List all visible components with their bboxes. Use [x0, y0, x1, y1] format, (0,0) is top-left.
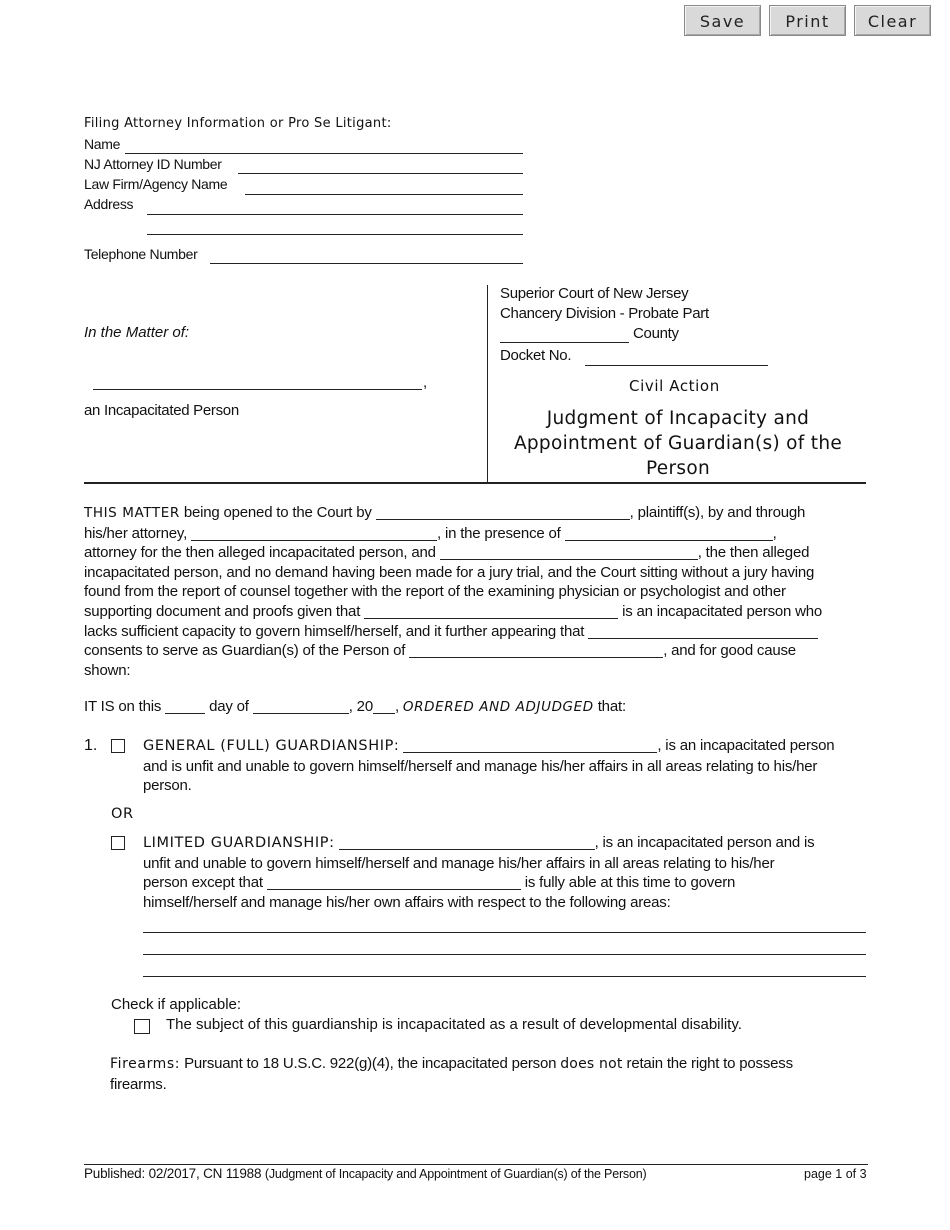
title-line-1: Judgment of Incapacity and	[546, 408, 810, 429]
para-text: ,	[772, 524, 777, 542]
this-matter-label: THIS MATTER	[84, 505, 180, 521]
counsel-name-field[interactable]	[565, 526, 773, 541]
limited-text: unfit and unable to govern himself/herself and manage his/her affairs in all areas relating to his/her	[143, 854, 775, 872]
limited-text: himself/herself and manage his/her own affairs with respect to the following areas:	[143, 893, 671, 911]
attorney-id-field[interactable]	[238, 173, 523, 174]
docket-label: Docket No.	[500, 347, 572, 364]
firm-field[interactable]	[245, 194, 523, 195]
docket-field[interactable]	[585, 365, 768, 366]
para-text: shown:	[84, 661, 131, 679]
firearms-label: Firearms:	[110, 1056, 181, 1072]
firm-label: Law Firm/Agency Name	[84, 176, 228, 192]
general-label: GENERAL (FULL) GUARDIANSHIP:	[143, 738, 400, 754]
footer-description: (Judgment of Incapacity and Appointment of Guardian(s) of the Person)	[264, 1167, 647, 1181]
print-button[interactable]: Print	[769, 5, 846, 36]
incapacitated-person-label: an Incapacitated Person	[84, 402, 239, 419]
general-name-field[interactable]	[403, 738, 657, 753]
limited-name-field[interactable]	[339, 835, 595, 850]
page-number: page 1 of 3	[804, 1167, 867, 1181]
month-field[interactable]	[253, 699, 349, 714]
developmental-disability-checkbox[interactable]	[134, 1019, 150, 1034]
limited-text: is fully able at this time to govern	[524, 874, 736, 892]
save-button[interactable]: Save	[684, 5, 761, 36]
para-text: consents to serve as Guardian(s) of the Person of	[84, 642, 406, 660]
para-text: his/her attorney,	[84, 524, 188, 542]
guardian-name-field[interactable]	[588, 624, 818, 639]
general-text: and is unfit and unable to govern himself/herself and manage his/her affairs in all areas relating to his/her	[143, 757, 818, 775]
areas-line-2[interactable]	[143, 954, 866, 955]
ordered-adjudged-label: ORDERED AND ADJUDGED	[402, 699, 594, 715]
para-text: supporting document and proofs given that	[84, 602, 361, 620]
footer-published-text: Published: 02/2017, CN 11988	[84, 1166, 262, 1181]
firearms-text: firearms.	[110, 1075, 167, 1093]
telephone-label: Telephone Number	[84, 246, 198, 262]
firearms-text: Pursuant to 18 U.S.C. 922(g)(4), the incapacitated person	[184, 1055, 557, 1072]
general-guardianship-text	[143, 736, 869, 796]
address-field-1[interactable]	[147, 214, 523, 215]
firearms-paragraph	[110, 1054, 870, 1094]
para-text: attorney for the then alleged incapacitated person, and	[84, 544, 436, 562]
title-line-2: Appointment of Guardian(s) of the	[513, 433, 843, 454]
ordered-text: day of	[209, 698, 249, 715]
para-text: lacks sufficient capacity to govern himself/herself, and it further appearing that	[84, 622, 585, 640]
caption-bottom-rule	[84, 482, 866, 484]
para-text: incapacitated person, and no demand having been made for a jury trial, and the Court sitting without a jury having	[84, 563, 815, 581]
areas-line-1[interactable]	[143, 932, 866, 933]
matter-label: In the Matter of:	[84, 324, 190, 341]
para-text: , plaintiff(s), by and through	[629, 504, 806, 521]
item-number: 1.	[84, 737, 98, 754]
firearms-text: retain the right to possess	[626, 1055, 793, 1072]
developmental-text: The subject of this guardianship is incapacitated as a result of developmental disability.	[166, 1016, 742, 1033]
limited-label: LIMITED GUARDIANSHIP:	[143, 835, 335, 851]
areas-line-3[interactable]	[143, 976, 866, 977]
year-field[interactable]	[373, 699, 395, 714]
court-division: Chancery Division - Probate Part	[500, 305, 709, 322]
para-text: , and for good cause	[663, 642, 796, 660]
county-label: County	[633, 325, 679, 342]
applicable-heading: Check if applicable:	[111, 996, 242, 1013]
clear-button[interactable]: Clear	[854, 5, 931, 36]
person-of-field[interactable]	[409, 643, 663, 658]
plaintiff-field[interactable]	[376, 505, 630, 520]
limited-text: , is an incapacitated person and is	[594, 834, 815, 851]
ordered-text: IT IS on this	[84, 698, 162, 715]
alleged-person-field[interactable]	[440, 545, 698, 560]
general-guardianship-checkbox[interactable]	[111, 739, 125, 753]
limited-guardianship-checkbox[interactable]	[111, 836, 125, 850]
telephone-field[interactable]	[210, 263, 523, 264]
footer-published	[84, 1166, 646, 1181]
limited-guardianship-text	[143, 833, 869, 912]
address-field-2[interactable]	[147, 234, 523, 235]
para-text: found from the report of counsel together with the report of the examining physician or psychologist and other	[84, 583, 786, 601]
attorney-heading: Filing Attorney Information or Pro Se Litigant:	[84, 116, 392, 131]
para-text: being opened to the Court by	[183, 504, 372, 521]
caption-divider	[487, 285, 488, 482]
attorney-id-label: NJ Attorney ID Number	[84, 156, 222, 172]
name-label: Name	[84, 136, 121, 152]
ordered-line	[84, 697, 869, 718]
name-field[interactable]	[125, 153, 523, 154]
day-field[interactable]	[165, 699, 205, 714]
title-line-3: Person	[646, 458, 710, 479]
document-title	[500, 406, 856, 481]
matter-comma: ,	[423, 374, 428, 391]
limited-text: person except that	[143, 874, 263, 892]
or-label: OR	[111, 806, 134, 822]
incapacitated-field[interactable]	[364, 604, 618, 619]
general-text: , is an incapacitated person	[657, 737, 835, 754]
limited-except-field[interactable]	[267, 875, 521, 890]
general-text: person.	[143, 777, 192, 795]
para-text: is an incapacitated person who	[622, 602, 823, 620]
ordered-text: ,	[394, 698, 399, 715]
county-field[interactable]	[500, 342, 629, 343]
matter-paragraph	[84, 503, 869, 680]
ordered-text: , 20	[348, 698, 373, 715]
para-text: , the then alleged	[697, 544, 810, 562]
incapacitated-name-field[interactable]	[93, 389, 422, 390]
court-name: Superior Court of New Jersey	[500, 285, 689, 302]
does-not-label: does not	[560, 1056, 623, 1072]
footer-rule	[84, 1164, 868, 1165]
civil-action-label: Civil Action	[629, 377, 720, 395]
ordered-text: that:	[597, 698, 626, 715]
para-text: , in the presence of	[437, 524, 561, 542]
attorney-name-field[interactable]	[191, 526, 437, 541]
address-label: Address	[84, 196, 134, 212]
